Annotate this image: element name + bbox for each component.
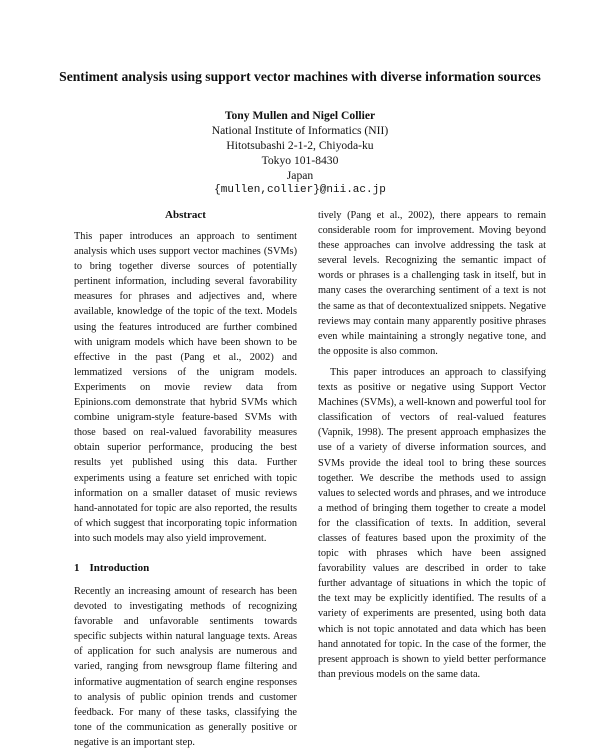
author-address-line1: Hitotsubashi 2-1-2, Chiyoda-ku	[226, 139, 374, 152]
paper-title: Sentiment analysis using support vector machines with diverse information sources	[59, 69, 541, 84]
section-number: 1	[74, 561, 80, 574]
author-names: Tony Mullen and Nigel Collier	[224, 109, 376, 122]
author-address-line2: Tokyo 101-8430	[261, 154, 339, 167]
author-affiliation: National Institute of Informatics (NII)	[211, 124, 389, 137]
intro-paragraph-1: Recently an increasing amount of research has been devoted to investigating methods of recognizing favorable and unfavorable sentiments towards specific subjects within natural language texts. Areas of application for such analysis are numerous and varied, ranging from newsgroup flame filtering and informative augmentation of search engine responses to analysis of public opinion trends and customer feedback. For many of these tasks, classifying the tone of the communication as generally positive or negative is an important step.	[74, 585, 297, 748]
abstract-heading: Abstract	[165, 209, 206, 221]
intro-paragraph-2: This paper introduces an approach to classifying texts as positive or negative using Support Vector Machines (SVMs), a well-known and powerful tool for classification of vectors of real-valued features (Vapnik, 1998). The present approach emphasizes the use of a variety of diverse information sources, and SVMs provide the ideal tool to bring these sources together. We describe the methods used to assign values to selected words and phrases, and we introduce a method of bringing them together to create a model for the classification of texts. In addition, several classes of features based upon the proximity of the topic with phrases which have been assigned favorability values are described in order to take further advantage of situations in which the topic of the text may be explicitly identified. The results of a variety of experiments are presented, using both data which is not topic annotated and data which has been hand annotated for topic. In the case of the former, the present approach is shown to yield better performance than previous models on the same data.	[318, 366, 546, 680]
right-column	[318, 208, 546, 682]
author-country: Japan	[286, 169, 314, 182]
author-block	[100, 108, 500, 198]
intro-paragraph-1-continued: tively (Pang et al., 2002), there appears to remain considerable room for improvement. Moving beyond these approaches can involve addressing the task at several levels. Recognizing the semantic impact of words or phrases is a challenging task in itself, but in many cases the overarching sentiment of a text is not the same as that of decontextualized snippets. Negative reviews may contain many apparently positive phrases even while maintaining a strongly negative tone, and the opposite is also common.	[318, 210, 546, 357]
left-column	[74, 208, 297, 750]
section-heading	[74, 561, 297, 576]
author-email: {mullen,collier}@nii.ac.jp	[214, 184, 386, 196]
abstract-text: This paper introduces an approach to sentiment analysis which uses support vector machines (SVMs) to bring together diverse sources of potentially pertinent information, including several favorability measures for phrases and adjectives and, where available, knowledge of the topic of the text. Models using the features introduced are further combined with unigram models which have been shown to be effective in the past (Pang et al., 2002) and lemmatized versions of the unigram models. Experiments on movie review data from Epinions.com demonstrate that hybrid SVMs which combine unigram-style feature-based SVMs with those based on real-valued favorability measures obtain superior performance, producing the best results yet published using this data. Further experiments using a feature set enriched with topic information on a smaller dataset of music reviews hand-annotated for topic are also reported, the results of which suggest that incorporating topic information into such models may also yield improvement.	[74, 231, 297, 544]
section-title: Introduction	[89, 561, 150, 574]
